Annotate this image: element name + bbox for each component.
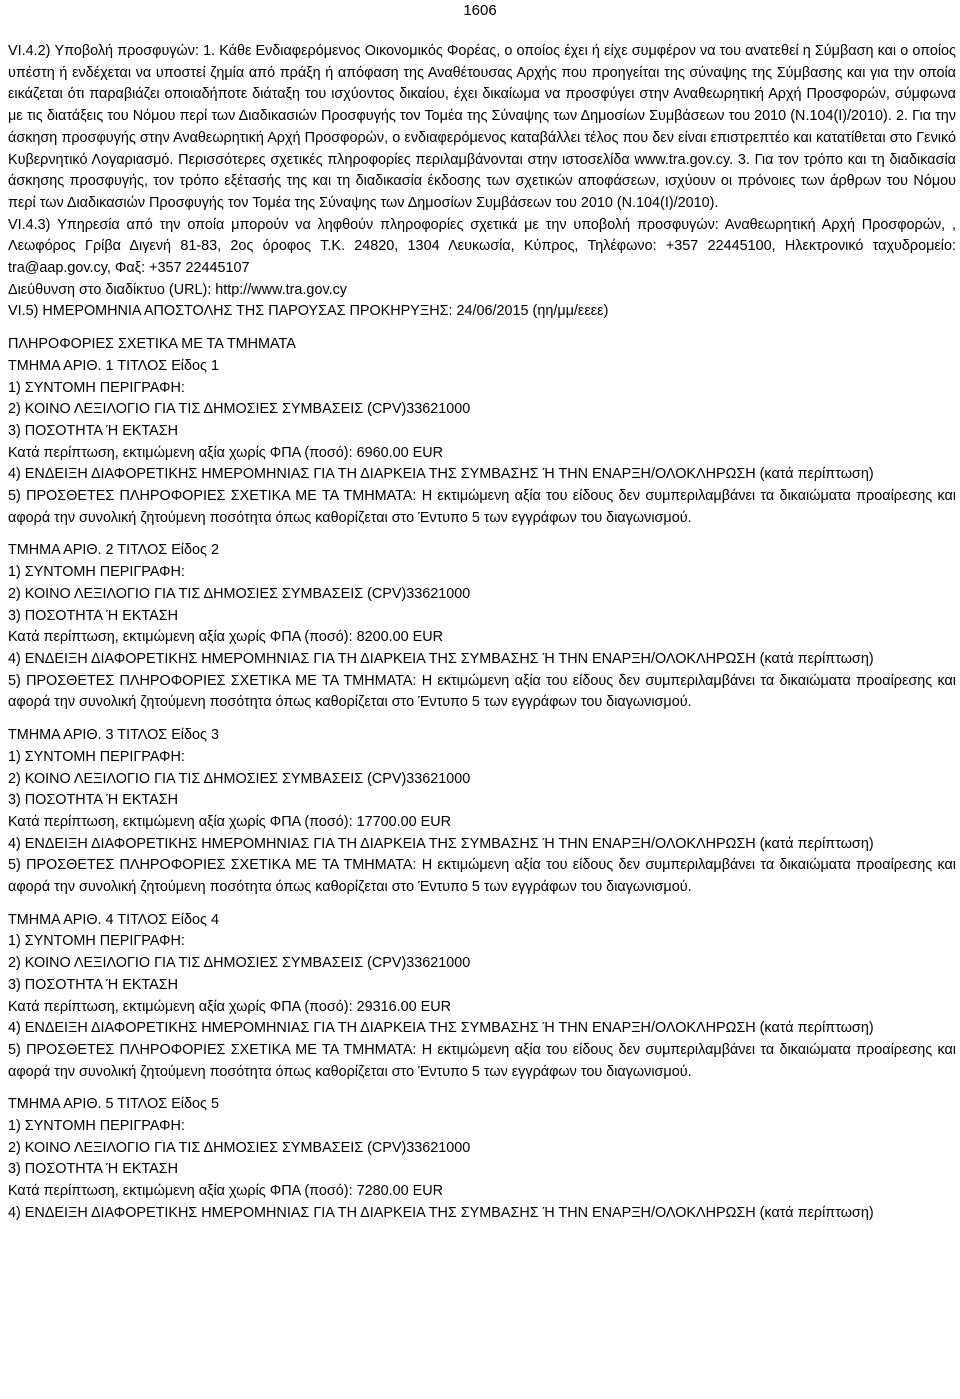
spacer: [8, 529, 956, 540]
lot-additional-info: 5) ΠΡΟΣΘΕΤΕΣ ΠΛΗΡΟΦΟΡΙΕΣ ΣΧΕΤΙΚΑ ΜΕ ΤΑ ΤΜΗΜΑΤΑ: Η εκτιμώμενη αξία του είδους δεν συμπεριλαμβάνει τα δικαιώματα προαίρεσης και αφορά την συνολική ζητούμενη ποσότητα όπως καθορίζεται στο Έντυπο 5 των εγγράφων του διαγωνισμού.: [8, 672, 956, 711]
review-body-paragraph: VI.4.3) Υπηρεσία από την οποία μπορούν να ληφθούν πληροφορίες σχετικά με την υποβολή προσφυγών: Αναθεωρητική Αρχή Προσφορών, , Λεωφόρος Γρίβα Διγενή 81-83, 2ος όροφος Τ.Κ. 24820, 1304 Λευκωσία, Κύπρος, Τηλέφωνο: +357 22445100, Ηλεκτρονικό ταχυδρομείο: tra@aap.gov.cy, Φαξ: +357 22445107: [8, 216, 956, 277]
lot-short-description: 1) ΣΥΝΤΟΜΗ ΠΕΡΙΓΡΑΦΗ:: [8, 748, 185, 765]
lots-heading: ΠΛΗΡΟΦΟΡΙΕΣ ΣΧΕΤΙΚΑ ΜΕ ΤΑ ΤΜΗΜΑΤΑ: [8, 336, 296, 353]
lot-section: [8, 725, 956, 899]
dispatch-date: VI.5) ΗΜΕΡΟΜΗΝΙΑ ΑΠΟΣΤΟΛΗΣ ΤΗΣ ΠΑΡΟΥΣΑΣ ΠΡΟΚΗΡΥΞΗΣ: 24/06/2015 (ηη/μμ/εεεε): [8, 303, 609, 320]
lot-duration: 4) ΕΝΔΕΙΞΗ ΔΙΑΦΟΡΕΤΙΚΗΣ ΗΜΕΡΟΜΗΝΙΑΣ ΓΙΑ ΤΗ ΔΙΑΡΚΕΙΑ ΤΗΣ ΣΥΜΒΑΣΗΣ Ή ΤΗΝ ΕΝΑΡΞΗ/ΟΛΟΚΛΗΡΩΣΗ (κατά περίπτωση): [8, 466, 874, 483]
lot-title: ΤΜΗΜΑ ΑΡΙΘ. 4 ΤΙΤΛΟΣ Είδος 4: [8, 911, 219, 928]
lot-cpv: 2) ΚΟΙΝΟ ΛΕΞΙΛΟΓΙΟ ΓΙΑ ΤΙΣ ΔΗΜΟΣΙΕΣ ΣΥΜΒΑΣΕΙΣ (CPV)33621000: [8, 401, 471, 418]
lot-quantity: 3) ΠΟΣΟΤΗΤΑ Ή ΕΚΤΑΣΗ: [8, 976, 179, 993]
lot-title: ΤΜΗΜΑ ΑΡΙΘ. 5 ΤΙΤΛΟΣ Είδος 5: [8, 1096, 219, 1113]
lot-duration: 4) ΕΝΔΕΙΞΗ ΔΙΑΦΟΡΕΤΙΚΗΣ ΗΜΕΡΟΜΗΝΙΑΣ ΓΙΑ ΤΗ ΔΙΑΡΚΕΙΑ ΤΗΣ ΣΥΜΒΑΣΗΣ Ή ΤΗΝ ΕΝΑΡΞΗ/ΟΛΟΚΛΗΡΩΣΗ (κατά περίπτωση): [8, 1020, 874, 1037]
lot-estimated-value: Κατά περίπτωση, εκτιμώμενη αξία χωρίς ΦΠΑ (ποσό): 8200.00 EUR: [8, 629, 443, 646]
review-body-url: Διεύθυνση στο διαδίκτυο (URL): http://www.tra.gov.cy: [8, 281, 347, 298]
lot-duration: 4) ΕΝΔΕΙΞΗ ΔΙΑΦΟΡΕΤΙΚΗΣ ΗΜΕΡΟΜΗΝΙΑΣ ΓΙΑ ΤΗ ΔΙΑΡΚΕΙΑ ΤΗΣ ΣΥΜΒΑΣΗΣ Ή ΤΗΝ ΕΝΑΡΞΗ/ΟΛΟΚΛΗΡΩΣΗ (κατά περίπτωση): [8, 835, 874, 852]
lot-duration: 4) ΕΝΔΕΙΞΗ ΔΙΑΦΟΡΕΤΙΚΗΣ ΗΜΕΡΟΜΗΝΙΑΣ ΓΙΑ ΤΗ ΔΙΑΡΚΕΙΑ ΤΗΣ ΣΥΜΒΑΣΗΣ Ή ΤΗΝ ΕΝΑΡΞΗ/ΟΛΟΚΛΗΡΩΣΗ (κατά περίπτωση): [8, 650, 874, 667]
lot-section: [8, 910, 956, 1084]
lot-cpv: 2) ΚΟΙΝΟ ΛΕΞΙΛΟΓΙΟ ΓΙΑ ΤΙΣ ΔΗΜΟΣΙΕΣ ΣΥΜΒΑΣΕΙΣ (CPV)33621000: [8, 770, 471, 787]
lot-title: ΤΜΗΜΑ ΑΡΙΘ. 3 ΤΙΤΛΟΣ Είδος 3: [8, 727, 219, 744]
lot-estimated-value: Κατά περίπτωση, εκτιμώμενη αξία χωρίς ΦΠΑ (ποσό): 29316.00 EUR: [8, 998, 451, 1015]
lot-quantity: 3) ΠΟΣΟΤΗΤΑ Ή ΕΚΤΑΣΗ: [8, 607, 179, 624]
lot-quantity: 3) ΠΟΣΟΤΗΤΑ Ή ΕΚΤΑΣΗ: [8, 422, 179, 439]
lot-additional-info: 5) ΠΡΟΣΘΕΤΕΣ ΠΛΗΡΟΦΟΡΙΕΣ ΣΧΕΤΙΚΑ ΜΕ ΤΑ ΤΜΗΜΑΤΑ: Η εκτιμώμενη αξία του είδους δεν συμπεριλαμβάνει τα δικαιώματα προαίρεσης και αφορά την συνολική ζητούμενη ποσότητα όπως καθορίζεται στο Έντυπο 5 των εγγράφων του διαγωνισμού.: [8, 1041, 956, 1080]
lot-short-description: 1) ΣΥΝΤΟΜΗ ΠΕΡΙΓΡΑΦΗ:: [8, 933, 185, 950]
lot-cpv: 2) ΚΟΙΝΟ ΛΕΞΙΛΟΓΙΟ ΓΙΑ ΤΙΣ ΔΗΜΟΣΙΕΣ ΣΥΜΒΑΣΕΙΣ (CPV)33621000: [8, 585, 471, 602]
lot-estimated-value: Κατά περίπτωση, εκτιμώμενη αξία χωρίς ΦΠΑ (ποσό): 6960.00 EUR: [8, 444, 443, 461]
lot-additional-info: 5) ΠΡΟΣΘΕΤΕΣ ΠΛΗΡΟΦΟΡΙΕΣ ΣΧΕΤΙΚΑ ΜΕ ΤΑ ΤΜΗΜΑΤΑ: Η εκτιμώμενη αξία του είδους δεν συμπεριλαμβάνει τα δικαιώματα προαίρεσης και αφορά την συνολική ζητούμενη ποσότητα όπως καθορίζεται στο Έντυπο 5 των εγγράφων του διαγωνισμού.: [8, 488, 956, 526]
lot-section: [8, 356, 956, 530]
lot-title: ΤΜΗΜΑ ΑΡΙΘ. 1 ΤΙΤΛΟΣ Είδος 1: [8, 357, 219, 374]
page-number: 1606: [463, 2, 497, 19]
spacer: [8, 714, 956, 725]
lot-duration: 4) ΕΝΔΕΙΞΗ ΔΙΑΦΟΡΕΤΙΚΗΣ ΗΜΕΡΟΜΗΝΙΑΣ ΓΙΑ ΤΗ ΔΙΑΡΚΕΙΑ ΤΗΣ ΣΥΜΒΑΣΗΣ Ή ΤΗΝ ΕΝΑΡΞΗ/ΟΛΟΚΛΗΡΩΣΗ (κατά περίπτωση): [8, 1204, 874, 1221]
lot-quantity: 3) ΠΟΣΟΤΗΤΑ Ή ΕΚΤΑΣΗ: [8, 1161, 179, 1178]
lot-estimated-value: Κατά περίπτωση, εκτιμώμενη αξία χωρίς ΦΠΑ (ποσό): 17700.00 EUR: [8, 813, 451, 830]
lot-section: [8, 540, 956, 714]
lot-cpv: 2) ΚΟΙΝΟ ΛΕΞΙΛΟΓΙΟ ΓΙΑ ΤΙΣ ΔΗΜΟΣΙΕΣ ΣΥΜΒΑΣΕΙΣ (CPV)33621000: [8, 955, 471, 972]
lot-title: ΤΜΗΜΑ ΑΡΙΘ. 2 ΤΙΤΛΟΣ Είδος 2: [8, 542, 219, 559]
spacer: [8, 1083, 956, 1094]
lot-cpv: 2) ΚΟΙΝΟ ΛΕΞΙΛΟΓΙΟ ΓΙΑ ΤΙΣ ΔΗΜΟΣΙΕΣ ΣΥΜΒΑΣΕΙΣ (CPV)33621000: [8, 1139, 471, 1156]
lot-quantity: 3) ΠΟΣΟΤΗΤΑ Ή ΕΚΤΑΣΗ: [8, 792, 179, 809]
spacer: [8, 323, 956, 334]
review-procedures-paragraph: VI.4.2) Υποβολή προσφυγών: 1. Κάθε Ενδιαφερόμενος Οικονομικός Φορέας, ο οποίος έχει ή είχε συμφέρον να του ανατεθεί η Σύμβαση και ο οποίος υπέστη ή ενδέχεται να υποστεί ζημία από πράξη ή απόφαση της Αναθέτουσας Αρχής που προηγείται της σύναψης της Σύμβασης και για την οποία εικάζεται ότι παραβιάζει οποιαδήποτε διάταξη του ισχύοντος δικαίου, έχει δικαίωμα να προσφύγει στην Αναθεωρητική Αρχή Προσφορών, σύμφωνα με τις διατάξεις του Νόμου περί των Διαδικασιών Προσφυγής τον Τομέα της Σύναψης των Δημοσίων Συμβάσεων του 2010 (Ν.104(Ι)/2010). 2. Για την άσκηση προσφυγής στην Αναθεωρητική Αρχή Προσφορών, ο ενδιαφερόμενος καταβάλλει τέλος που δεν είναι επιστρεπτέο και κατατίθεται στο Γενικό Κυβερνητικό Λογαριασμό. Περισσότερες σχετικές πληροφορίες περιλαμβάνονται στην ιστοσελίδα www.tra.gov.cy. 3. Για τον τρόπο και τη διαδικασία άσκησης προσφυγής, τον τρόπο εξέτασής της και τη διαδικασία έκδοσης των σχετικών αποφάσεων, ισχύουν οι πρόνοιες των άρθρων του Νόμου περί των Διαδικασιών Προσφυγής τον Τομέα της Σύναψης των Δημοσίων Συμβάσεων του 2010 (Ν.104(Ι)/2010).: [8, 43, 956, 211]
lot-short-description: 1) ΣΥΝΤΟΜΗ ΠΕΡΙΓΡΑΦΗ:: [8, 379, 185, 396]
lot-section: [8, 1094, 956, 1224]
lot-short-description: 1) ΣΥΝΤΟΜΗ ΠΕΡΙΓΡΑΦΗ:: [8, 564, 185, 581]
document-body: [8, 41, 956, 1225]
spacer: [8, 899, 956, 910]
lot-estimated-value: Κατά περίπτωση, εκτιμώμενη αξία χωρίς ΦΠΑ (ποσό): 7280.00 EUR: [8, 1183, 443, 1200]
lot-additional-info: 5) ΠΡΟΣΘΕΤΕΣ ΠΛΗΡΟΦΟΡΙΕΣ ΣΧΕΤΙΚΑ ΜΕ ΤΑ ΤΜΗΜΑΤΑ: Η εκτιμώμενη αξία του είδους δεν συμπεριλαμβάνει τα δικαιώματα προαίρεσης και αφορά την συνολική ζητούμενη ποσότητα όπως καθορίζεται στο Έντυπο 5 των εγγράφων του διαγωνισμού.: [8, 857, 956, 896]
lot-short-description: 1) ΣΥΝΤΟΜΗ ΠΕΡΙΓΡΑΦΗ:: [8, 1118, 185, 1135]
